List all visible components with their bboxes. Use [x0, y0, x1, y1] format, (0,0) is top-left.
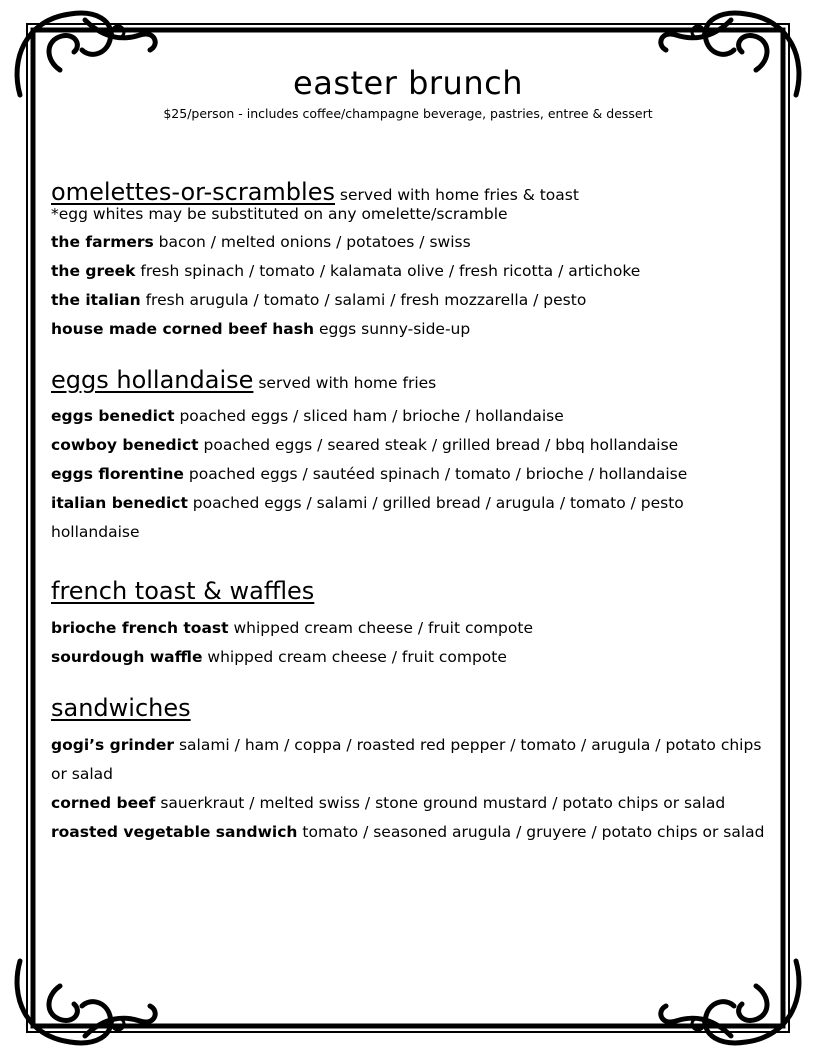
section-title: french toast & waffles — [51, 577, 315, 605]
item-name: roasted vegetable sandwich — [51, 823, 298, 841]
item-desc: salami / ham / coppa / roasted red pepper / tomato / arugula / potato chips or salad — [51, 736, 762, 783]
item-name: house made corned beef hash — [51, 320, 315, 338]
menu-item — [51, 818, 766, 847]
item-name: eggs benedict — [51, 407, 175, 425]
item-name: corned beef — [51, 794, 156, 812]
page-subtitle: $25/person - includes coffee/champagne beverage, pastries, entree & dessert — [163, 106, 653, 121]
menu-item — [51, 789, 766, 818]
menu-item — [51, 731, 766, 789]
section-note: served with home fries — [258, 374, 437, 392]
menu-item — [51, 643, 766, 672]
item-name: the farmers — [51, 233, 154, 251]
item-desc: whipped cream cheese / fruit compote — [207, 648, 507, 666]
item-desc: sauerkraut / melted swiss / stone ground mustard / potato chips or salad — [160, 794, 726, 812]
menu-item — [51, 257, 766, 286]
item-name: cowboy benedict — [51, 436, 199, 454]
menu-item — [51, 489, 766, 547]
section-header — [51, 694, 766, 726]
section-note: served with home fries & toast — [339, 186, 579, 204]
item-name: italian benedict — [51, 494, 188, 512]
section-eggs-hollandaise — [51, 366, 766, 547]
section-title: sandwiches — [51, 694, 191, 722]
menu-body — [51, 178, 766, 847]
item-name: brioche french toast — [51, 619, 229, 637]
item-desc: fresh spinach / tomato / kalamata olive / fresh ricotta / artichoke — [140, 262, 641, 280]
corner-flourish-bottom-left — [17, 961, 155, 1043]
menu-item — [51, 431, 766, 460]
item-desc: eggs sunny-side-up — [318, 320, 471, 338]
item-name: the italian — [51, 291, 141, 309]
item-desc: poached eggs / seared steak / grilled bread / bbq hollandaise — [203, 436, 679, 454]
menu-item — [51, 286, 766, 315]
item-name: the greek — [51, 262, 136, 280]
item-desc: poached eggs / sliced ham / brioche / hollandaise — [179, 407, 564, 425]
section-header — [51, 577, 766, 609]
item-desc: fresh arugula / tomato / salami / fresh mozzarella / pesto — [145, 291, 587, 309]
item-desc: tomato / seasoned arugula / gruyere / potato chips or salad — [302, 823, 765, 841]
page-title: easter brunch — [293, 64, 523, 102]
item-name: gogi’s grinder — [51, 736, 175, 754]
section-title: eggs hollandaise — [51, 366, 254, 394]
menu-item — [51, 228, 766, 257]
item-desc: bacon / melted onions / potatoes / swiss — [158, 233, 471, 251]
section-subnote: *egg whites may be substituted on any omelette/scramble — [51, 205, 508, 223]
section-french-toast-waffles — [51, 577, 766, 672]
section-title: omelettes-or-scrambles — [51, 178, 335, 206]
item-desc: poached eggs / sautéed spinach / tomato / brioche / hollandaise — [188, 465, 688, 483]
item-name: eggs florentine — [51, 465, 184, 483]
section-omelettes — [51, 178, 766, 344]
menu-item — [51, 402, 766, 431]
section-sandwiches — [51, 694, 766, 847]
menu-item — [51, 315, 766, 344]
item-desc: poached eggs / salami / grilled bread / arugula / tomato / pesto hollandaise — [51, 494, 684, 541]
menu-item — [51, 460, 766, 489]
section-header — [51, 366, 766, 398]
corner-flourish-bottom-right — [661, 961, 799, 1043]
menu-item — [51, 614, 766, 643]
item-name: sourdough waffle — [51, 648, 203, 666]
item-desc: whipped cream cheese / fruit compote — [233, 619, 533, 637]
